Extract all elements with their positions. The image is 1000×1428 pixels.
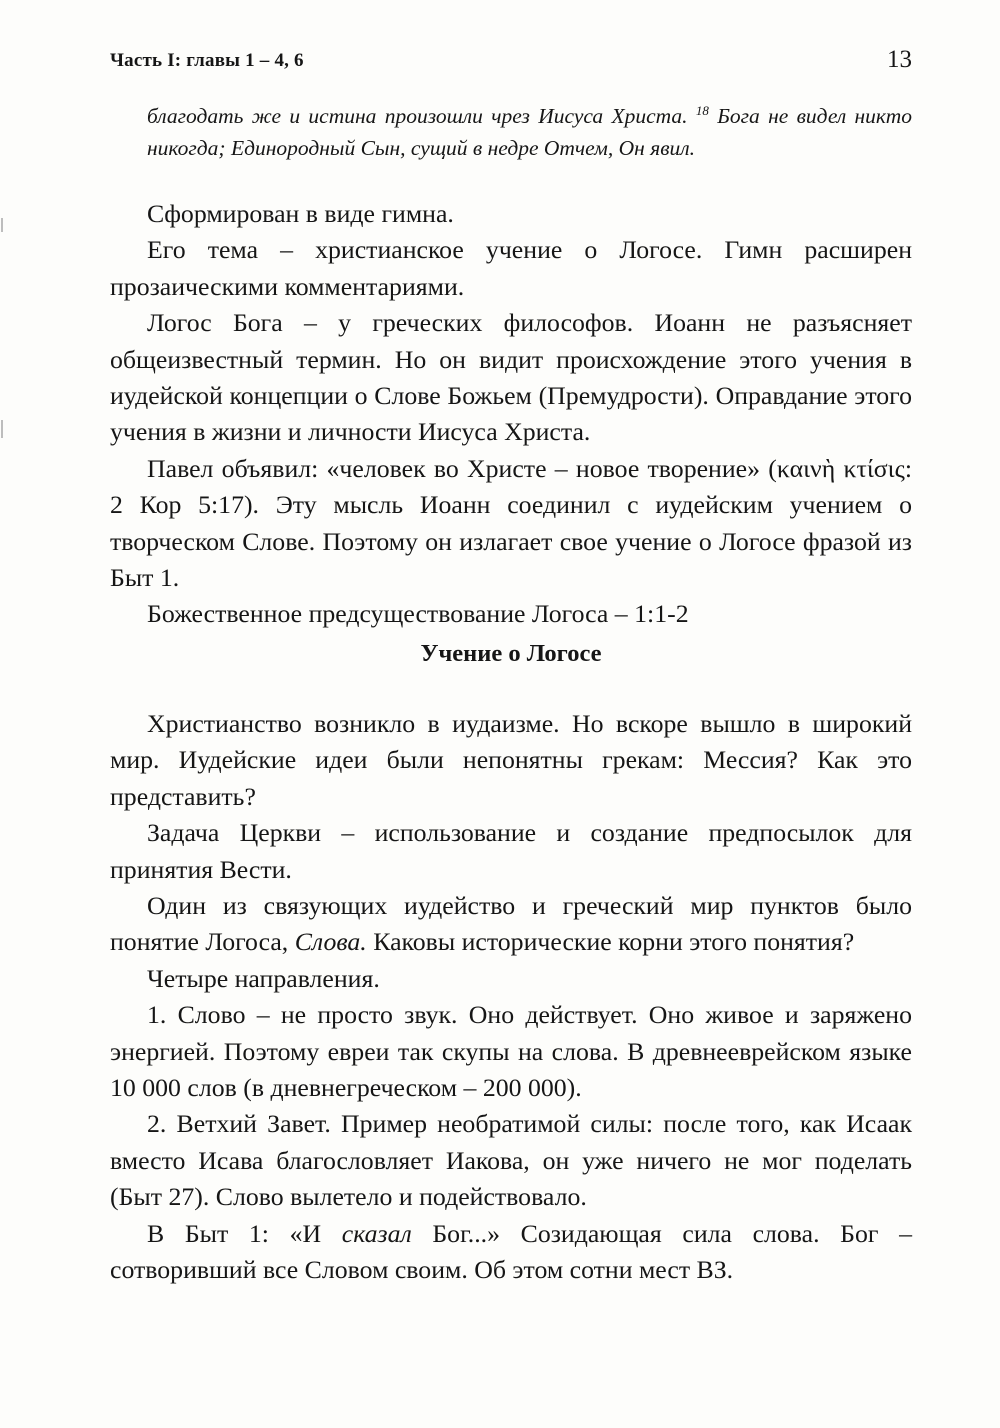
paragraph: 1. Слово – не просто звук. Оно действует. Оно живое и заряжено энергией. Поэтому евреи так скупы на слова. В древнееврейском языке 10 000 слов (в дневнегреческом – 200 000).	[110, 1000, 912, 1103]
paragraph: Задача Церкви – использование и создание предпосылок для принятия Вести.	[110, 818, 912, 884]
paragraph-text: Один из связующих иудейство и греческий мир пунктов было понятие Логоса,	[110, 891, 912, 957]
paragraph: Павел объявил: «человек во Христе – новое творение» (καινὴ κτίσις: 2 Кор 5:17). Эту мысль Иоанн соединил с иудейским учением о творческом Слове. Поэтому он излагает свое учение о Логосе фразой из Быт 1.	[110, 453, 912, 593]
scan-edge-mark	[1, 218, 3, 232]
running-title: Часть I: главы 1 – 4, 6	[110, 50, 304, 71]
section-intro	[110, 196, 912, 633]
paragraph: Четыре направления.	[147, 963, 380, 993]
section-logos	[110, 706, 912, 1289]
page-number: 13	[887, 46, 912, 73]
paragraph: Его тема – христианское учение о Логосе. Гимн расширен прозаическими комментариями.	[110, 235, 912, 301]
section-heading: Учение о Логосе	[420, 640, 602, 667]
paragraph: Логос Бога – у греческих философов. Иоанн не разъясняет общеизвестный термин. Но он видит происхождение этого учения в иудейской концепции о Слове Божьем (Премудрости). Оправдание этого учения в жизни и личности Иисуса Христа.	[110, 308, 912, 447]
scripture-quote	[147, 100, 912, 164]
paragraph-text: Каковы исторические корни этого понятия?	[366, 927, 855, 957]
paragraph-text: В Быт 1: «И	[147, 1218, 342, 1248]
paragraph: Сформирован в виде гимна.	[147, 199, 454, 228]
paragraph	[110, 888, 912, 961]
verse-number: 18	[695, 103, 709, 118]
paragraph-text: Бог...» Созидающая сила слова. Бог – сотворивший все Словом своим. Об этом сотни мест ВЗ.	[110, 1218, 912, 1285]
paragraph: 2. Ветхий Завет. Пример необратимой силы: после того, как Исаак вместо Исава благословляет Иакова, он уже ничего не мог поделать (Быт 27). Слово вылетело и подействовало.	[110, 1109, 912, 1212]
paragraph: Христианство возникло в иудаизме. Но вскоре вышло в широкий мир. Иудейские идеи были непонятны грекам: Мессия? Как это представить?	[110, 709, 912, 811]
paragraph: Божественное предсуществование Логоса – 1:1-2	[147, 599, 689, 629]
emphasis-text: сказал	[341, 1218, 412, 1248]
scan-edge-mark	[1, 420, 3, 438]
quote-text: Бога не видел никто никогда; Единородный Сын, сущий в недре Отчем, Он явил.	[147, 104, 912, 160]
emphasis-text: Слова.	[294, 927, 367, 957]
paragraph	[110, 1216, 912, 1289]
running-head	[110, 46, 912, 78]
quote-text: благодать же и истина произошли чрез Иисуса Христа.	[147, 104, 696, 128]
